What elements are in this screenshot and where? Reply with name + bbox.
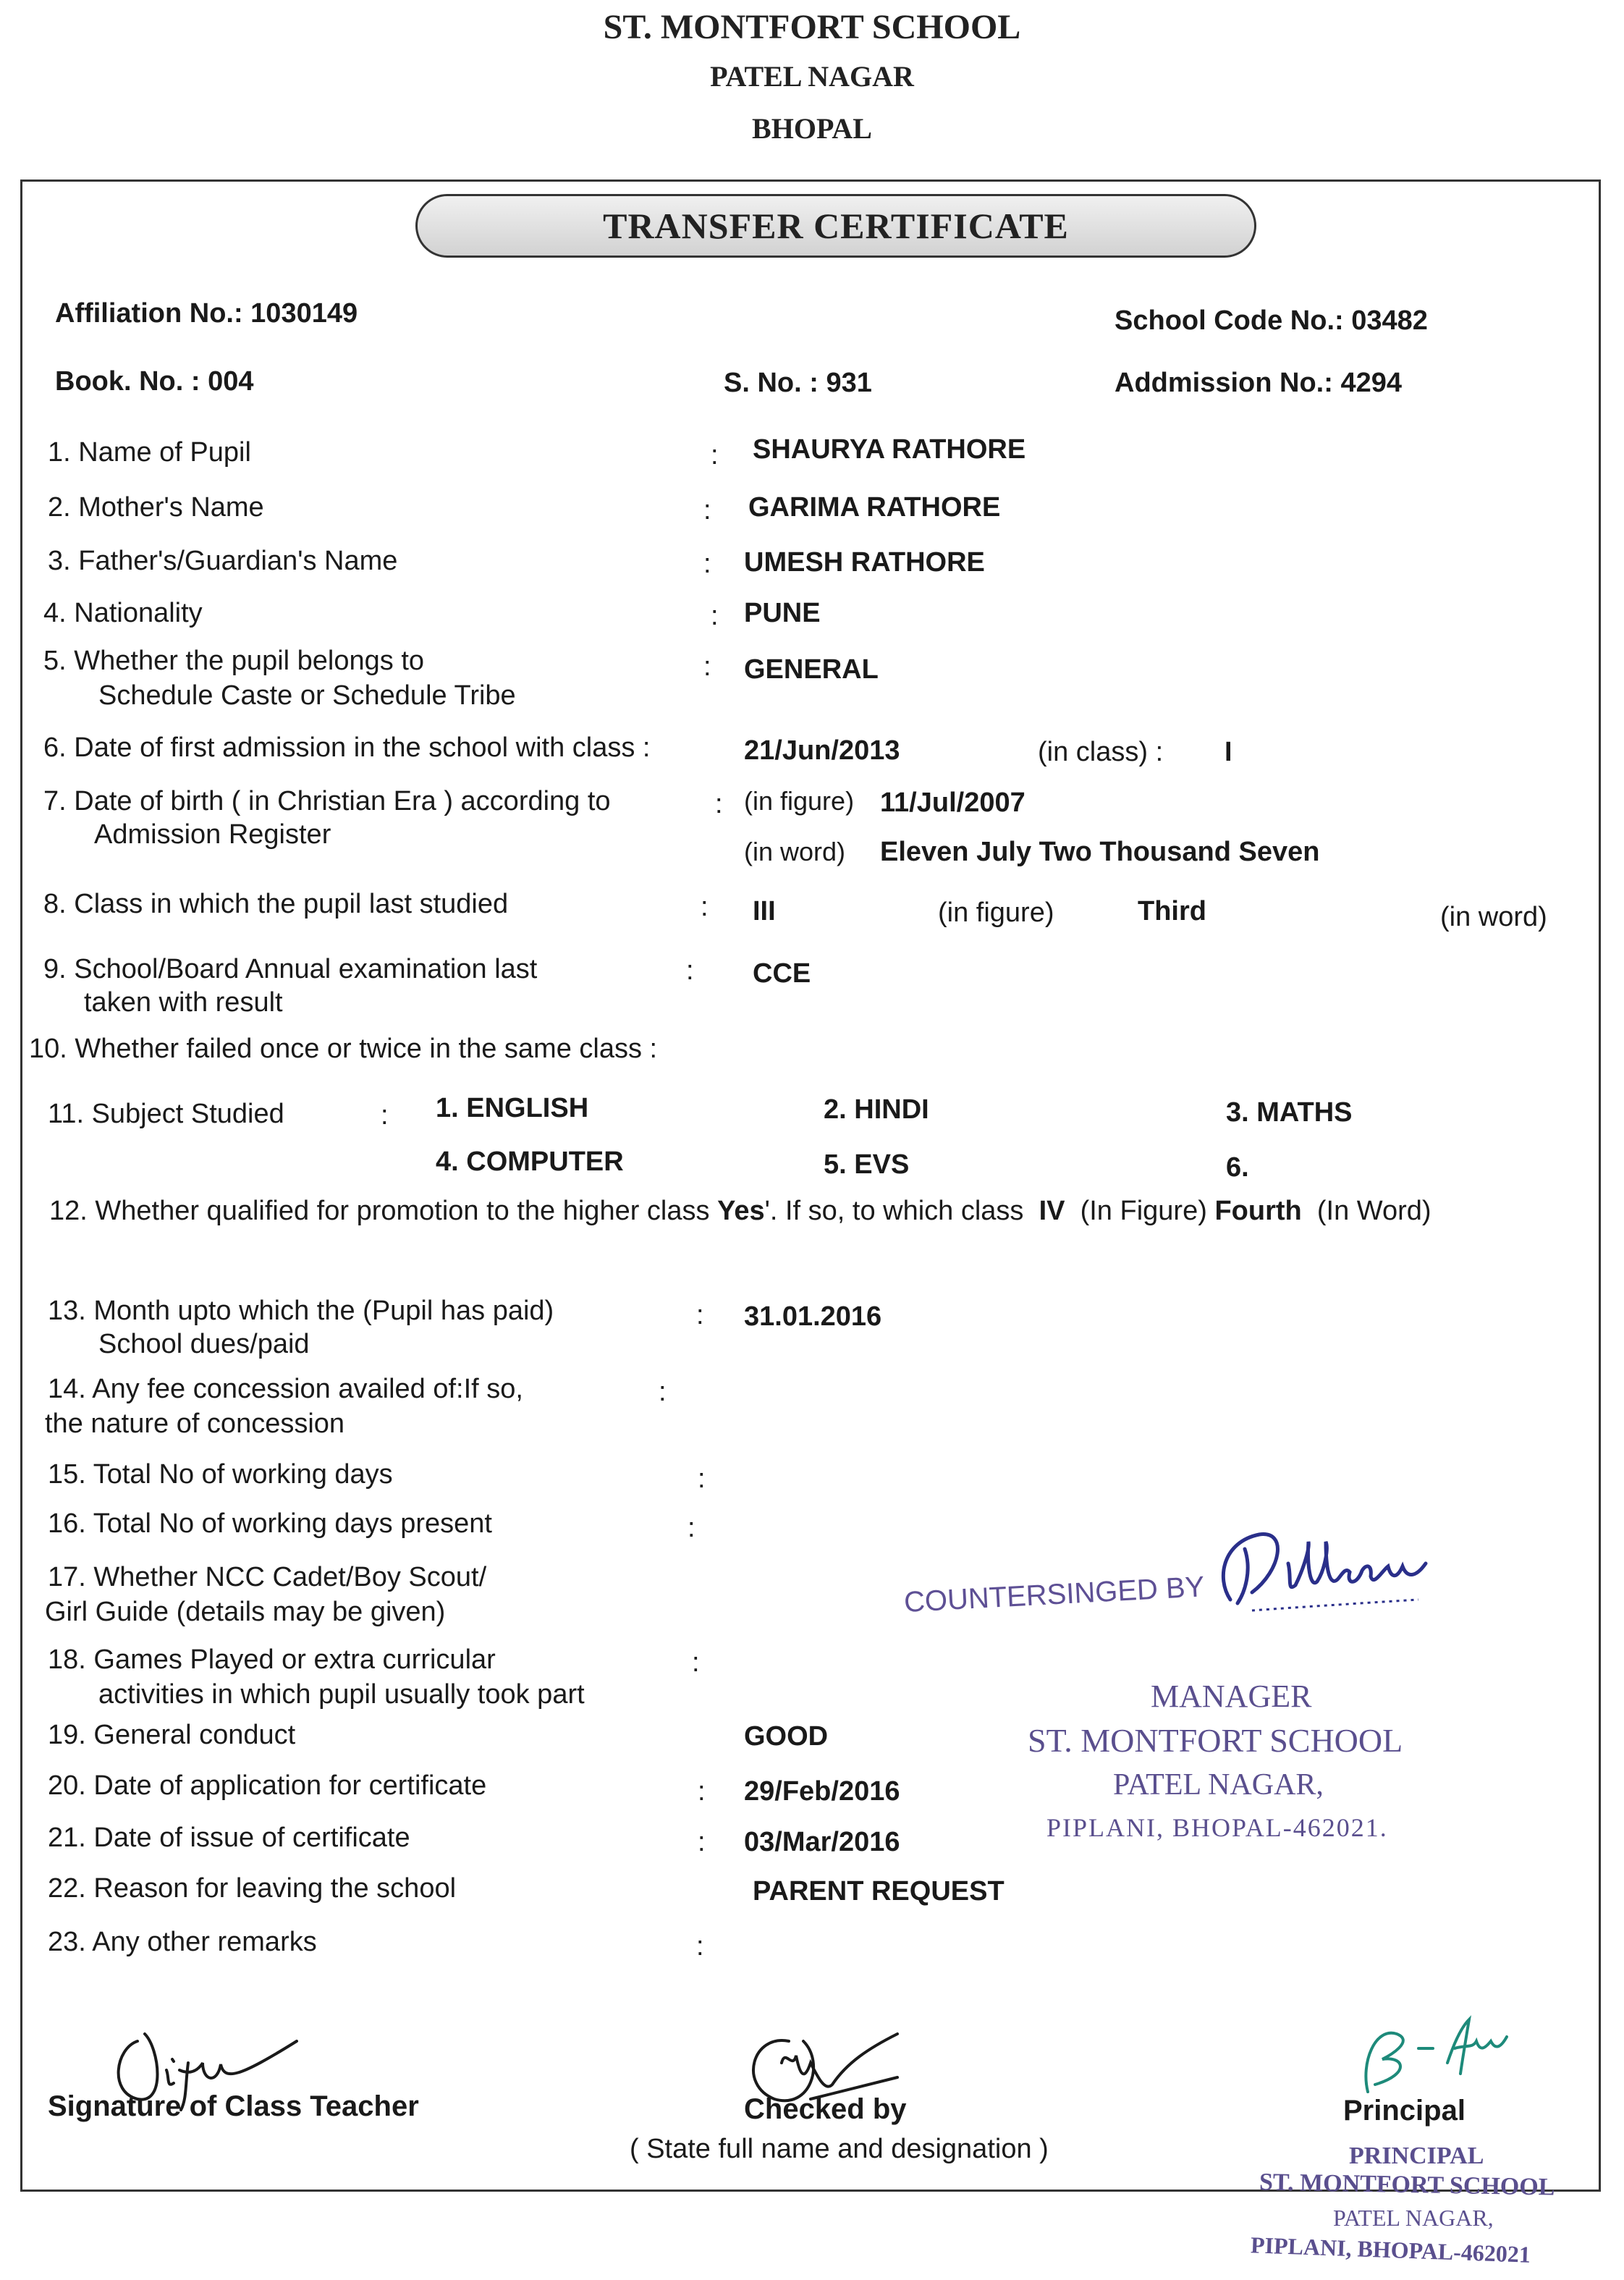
manager-signature: [1201, 1520, 1447, 1621]
subject-5: 5. EVS: [824, 1149, 910, 1180]
exam-result: CCE: [753, 958, 811, 989]
field-16-label: 16. Total No of working days present: [48, 1508, 492, 1539]
field-8-colon: :: [701, 892, 709, 922]
field-5-label: 5. Whether the pupil belongs to: [43, 646, 425, 676]
field-3-colon: :: [703, 549, 711, 579]
countersigned-stamp: COUNTERSINGED BY: [903, 1571, 1206, 1618]
general-conduct: GOOD: [744, 1721, 829, 1752]
book-no: Book. No. : 004: [55, 366, 254, 397]
school-name: ST. MONTFORT SCHOOL: [603, 8, 1021, 46]
field-20-label: 20. Date of application for certificate: [48, 1770, 487, 1801]
field-7-colon: :: [715, 789, 723, 819]
field-20-colon: :: [698, 1776, 706, 1807]
field-13-label: 13. Month upto which the (Pupil has paid): [48, 1296, 554, 1326]
first-admission-date: 21/Jun/2013: [744, 735, 900, 766]
dob-figure-label: (in figure): [744, 786, 855, 816]
dues-paid-upto: 31.01.2016: [744, 1301, 882, 1332]
field-13-label-2: School dues/paid: [98, 1329, 310, 1359]
dob-figure: 11/Jul/2007: [880, 788, 1025, 818]
checked-by-note: ( State full name and designation ): [630, 2134, 1049, 2164]
principal-label: Principal: [1343, 2095, 1466, 2127]
field-14-colon: :: [659, 1377, 667, 1407]
nationality: PUNE: [744, 598, 821, 628]
certificate-title: TRANSFER CERTIFICATE: [603, 206, 1069, 246]
manager-stamp-city: PIPLANI, BHOPAL-462021.: [1046, 1813, 1388, 1842]
field-2-label: 2. Mother's Name: [48, 492, 264, 523]
school-code-no: School Code No.: 03482: [1115, 305, 1428, 336]
field-9-label-2: taken with result: [84, 987, 283, 1018]
field-12-label-b: '. If so, to which class: [764, 1196, 1024, 1226]
admission-class-label: (in class) :: [1038, 737, 1164, 767]
field-1-colon: :: [711, 440, 719, 470]
last-class-word-label: (in word): [1440, 902, 1547, 932]
mother-name: GARIMA RATHORE: [748, 492, 1001, 523]
field-4-label: 4. Nationality: [43, 598, 203, 628]
serial-no: S. No. : 931: [724, 368, 872, 398]
field-15-colon: :: [698, 1464, 706, 1494]
field-21-label: 21. Date of issue of certificate: [48, 1823, 410, 1853]
promotion-word-label: (In Word): [1316, 1196, 1431, 1226]
manager-stamp-area: PATEL NAGAR,: [1113, 1768, 1324, 1802]
affiliation-no: Affiliation No.: 1030149: [55, 298, 358, 329]
field-23-colon: :: [696, 1931, 704, 1962]
class-teacher-label: Signature of Class Teacher: [48, 2090, 419, 2122]
manager-stamp-school: ST. MONTFORT SCHOOL: [1028, 1722, 1403, 1759]
field-15-label: 15. Total No of working days: [48, 1459, 393, 1490]
leaving-reason: PARENT REQUEST: [753, 1876, 1005, 1907]
field-5-colon: :: [703, 651, 711, 682]
field-17-label-2: Girl Guide (details may be given): [45, 1597, 446, 1627]
subject-4: 4. COMPUTER: [436, 1147, 624, 1177]
pupil-name: SHAURYA RATHORE: [753, 434, 1026, 465]
school-city: BHOPAL: [752, 112, 872, 145]
field-14-label: 14. Any fee concession availed of:If so,: [48, 1374, 523, 1404]
last-class-figure-label: (in figure): [938, 898, 1054, 928]
field-7-label: 7. Date of birth ( in Christian Era ) according to: [43, 786, 611, 816]
last-class-figure: III: [753, 896, 776, 926]
certificate-title-banner: [415, 194, 1256, 258]
issue-date: 03/Mar/2016: [744, 1827, 900, 1857]
application-date: 29/Feb/2016: [744, 1776, 900, 1807]
admission-class: I: [1225, 737, 1232, 767]
caste-category: GENERAL: [744, 654, 879, 685]
subject-1: 1. ENGLISH: [436, 1093, 589, 1123]
field-11-label: 11. Subject Studied: [48, 1099, 284, 1129]
field-13-colon: :: [696, 1300, 704, 1330]
field-16-colon: :: [688, 1513, 695, 1543]
promotion-class-figure: IV: [1039, 1196, 1065, 1226]
principal-stamp-city: PIPLANI, BHOPAL-462021: [1250, 2232, 1531, 2268]
promotion-figure-label: (In Figure): [1080, 1196, 1207, 1226]
field-6-label: 6. Date of first admission in the school with class :: [43, 732, 651, 763]
field-9-colon: :: [686, 955, 694, 986]
field-18-colon: :: [692, 1647, 700, 1678]
field-18-label-2: activities in which pupil usually took part: [98, 1679, 585, 1710]
last-class-word: Third: [1138, 896, 1206, 926]
field-7-label-2: Admission Register: [94, 819, 331, 850]
field-5-label-2: Schedule Caste or Schedule Tribe: [98, 680, 516, 711]
dob-word-label: (in word): [744, 837, 846, 866]
checked-by-label: Checked by: [744, 2093, 907, 2125]
subject-6: 6.: [1226, 1152, 1249, 1183]
field-8-label: 8. Class in which the pupil last studied: [43, 889, 509, 919]
field-21-colon: :: [698, 1827, 706, 1857]
field-23-label: 23. Any other remarks: [48, 1927, 317, 1957]
subject-3: 3. MATHS: [1226, 1097, 1353, 1128]
field-14-label-2: the nature of concession: [45, 1409, 345, 1439]
principal-stamp-title: PRINCIPAL: [1349, 2142, 1484, 2169]
dob-word: Eleven July Two Thousand Seven: [880, 837, 1320, 867]
field-10-label: 10. Whether failed once or twice in the same class :: [29, 1034, 658, 1064]
father-name: UMESH RATHORE: [744, 547, 985, 578]
field-2-colon: :: [703, 495, 711, 525]
field-9-label: 9. School/Board Annual examination last: [43, 954, 538, 984]
field-17-label: 17. Whether NCC Cadet/Boy Scout/: [48, 1562, 487, 1592]
field-19-label: 19. General conduct: [48, 1720, 296, 1750]
field-1-label: 1. Name of Pupil: [48, 437, 251, 468]
field-4-colon: :: [711, 601, 719, 631]
field-11-colon: :: [381, 1100, 389, 1131]
field-12-row: [49, 1196, 1431, 1227]
promotion-yes: Yes: [717, 1196, 765, 1226]
principal-stamp-school: ST. MONTFORT SCHOOL: [1259, 2169, 1555, 2201]
field-22-label: 22. Reason for leaving the school: [48, 1873, 457, 1904]
principal-stamp-area: PATEL NAGAR,: [1333, 2205, 1494, 2231]
school-area: PATEL NAGAR: [710, 60, 914, 93]
promotion-class-word: Fourth: [1214, 1196, 1302, 1226]
manager-stamp-title: MANAGER: [1151, 1679, 1312, 1714]
admission-no: Addmission No.: 4294: [1115, 368, 1402, 398]
subject-2: 2. HINDI: [824, 1094, 929, 1125]
principal-signature: [1346, 2005, 1513, 2099]
field-3-label: 3. Father's/Guardian's Name: [48, 546, 398, 576]
field-18-label: 18. Games Played or extra curricular: [48, 1644, 496, 1675]
field-12-label-a: 12. Whether qualified for promotion to the higher class: [49, 1196, 710, 1226]
